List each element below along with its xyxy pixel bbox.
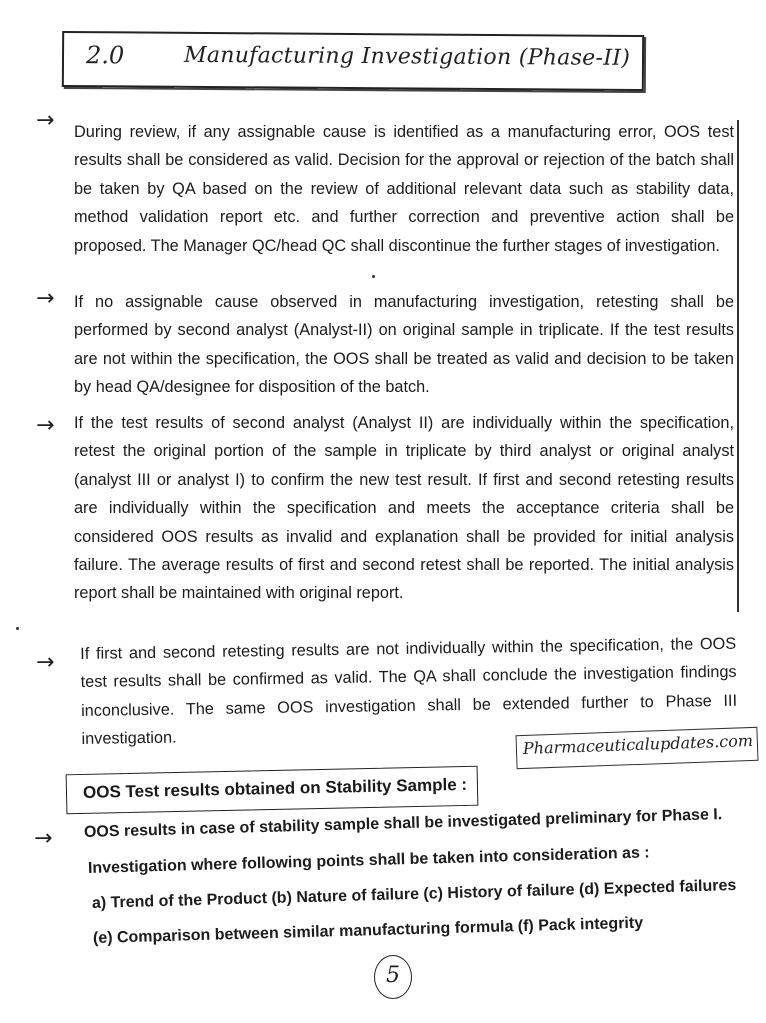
stability-line-2: Investigation where following points shall be taken into consideration as : <box>87 844 650 877</box>
paragraph-second-analyst: If the test results of second analyst (Analyst II) are individually within the specification, retest the original portion of the sample in triplicate by third analyst or original analyst (analyst III or analyst I) to confirm the new test result. If first and second retesting results are individually within the specification and meets the acceptance criteria shall be considered OOS results as invalid and explanation shall be provided for initial analysis failure. The average results of first and second retest shall be reported. The initial analysis report shall be maintained with original report. <box>74 414 734 603</box>
paragraph-assignable-cause: During review, if any assignable cause is identified as a manufacturing error, OOS test results shall be considered as valid. Decision for the approval or rejection of the batch shall be taken by QA based on the review of additional relevant data such as stability data, method validation report etc. and further correction and preventive action shall be proposed. The Manager QC/head QC shall discontinue the further stages of investigation. <box>74 123 734 255</box>
page-number: 5 <box>374 955 412 999</box>
watermark-box <box>515 727 758 769</box>
stability-line-3: a) Trend of the Product (b) Nature of failure (c) History of failure (d) Expected failures <box>91 877 737 912</box>
watermark-text: Pharmaceuticalupdates.com <box>522 730 754 758</box>
section-number: 2.0 <box>85 41 125 70</box>
stability-line-4: (e) Comparison between similar manufacturing formula (f) Pack integrity <box>92 914 644 947</box>
speck <box>372 275 375 278</box>
stability-heading-box <box>66 766 479 815</box>
arrow-bullet-icon: → <box>36 108 55 133</box>
arrow-bullet-icon: → <box>36 286 55 311</box>
arrow-bullet-icon: → <box>36 650 55 675</box>
stability-heading: OOS Test results obtained on Stability Sample : <box>82 774 468 802</box>
paragraph-retest-fail: If first and second retesting results are not individually within the specification, the OOS test results shall be confirmed as valid. The QA shall conclude the investigation findings inconclusive. The same OOS investigation shall be extended further to Phase III investigation. <box>80 634 738 749</box>
speck <box>16 627 19 630</box>
margin-line <box>737 120 739 612</box>
stability-line-1: OOS results in case of stability sample shall be investigated preliminary for Phase I. <box>83 806 723 841</box>
arrow-bullet-icon: → <box>34 826 53 851</box>
section-title-box <box>62 31 644 91</box>
paragraph-no-assignable-cause: If no assignable cause observed in manufacturing investigation, retesting shall be performed by second analyst (Analyst-II) on original sample in triplicate. If the test results are not within the specification, the OOS shall be treated as valid and decision to be taken by head QA/designee for disposition of the batch. <box>74 293 734 397</box>
section-title: Manufacturing Investigation (Phase-II) <box>183 42 631 71</box>
arrow-bullet-icon: → <box>36 413 55 438</box>
